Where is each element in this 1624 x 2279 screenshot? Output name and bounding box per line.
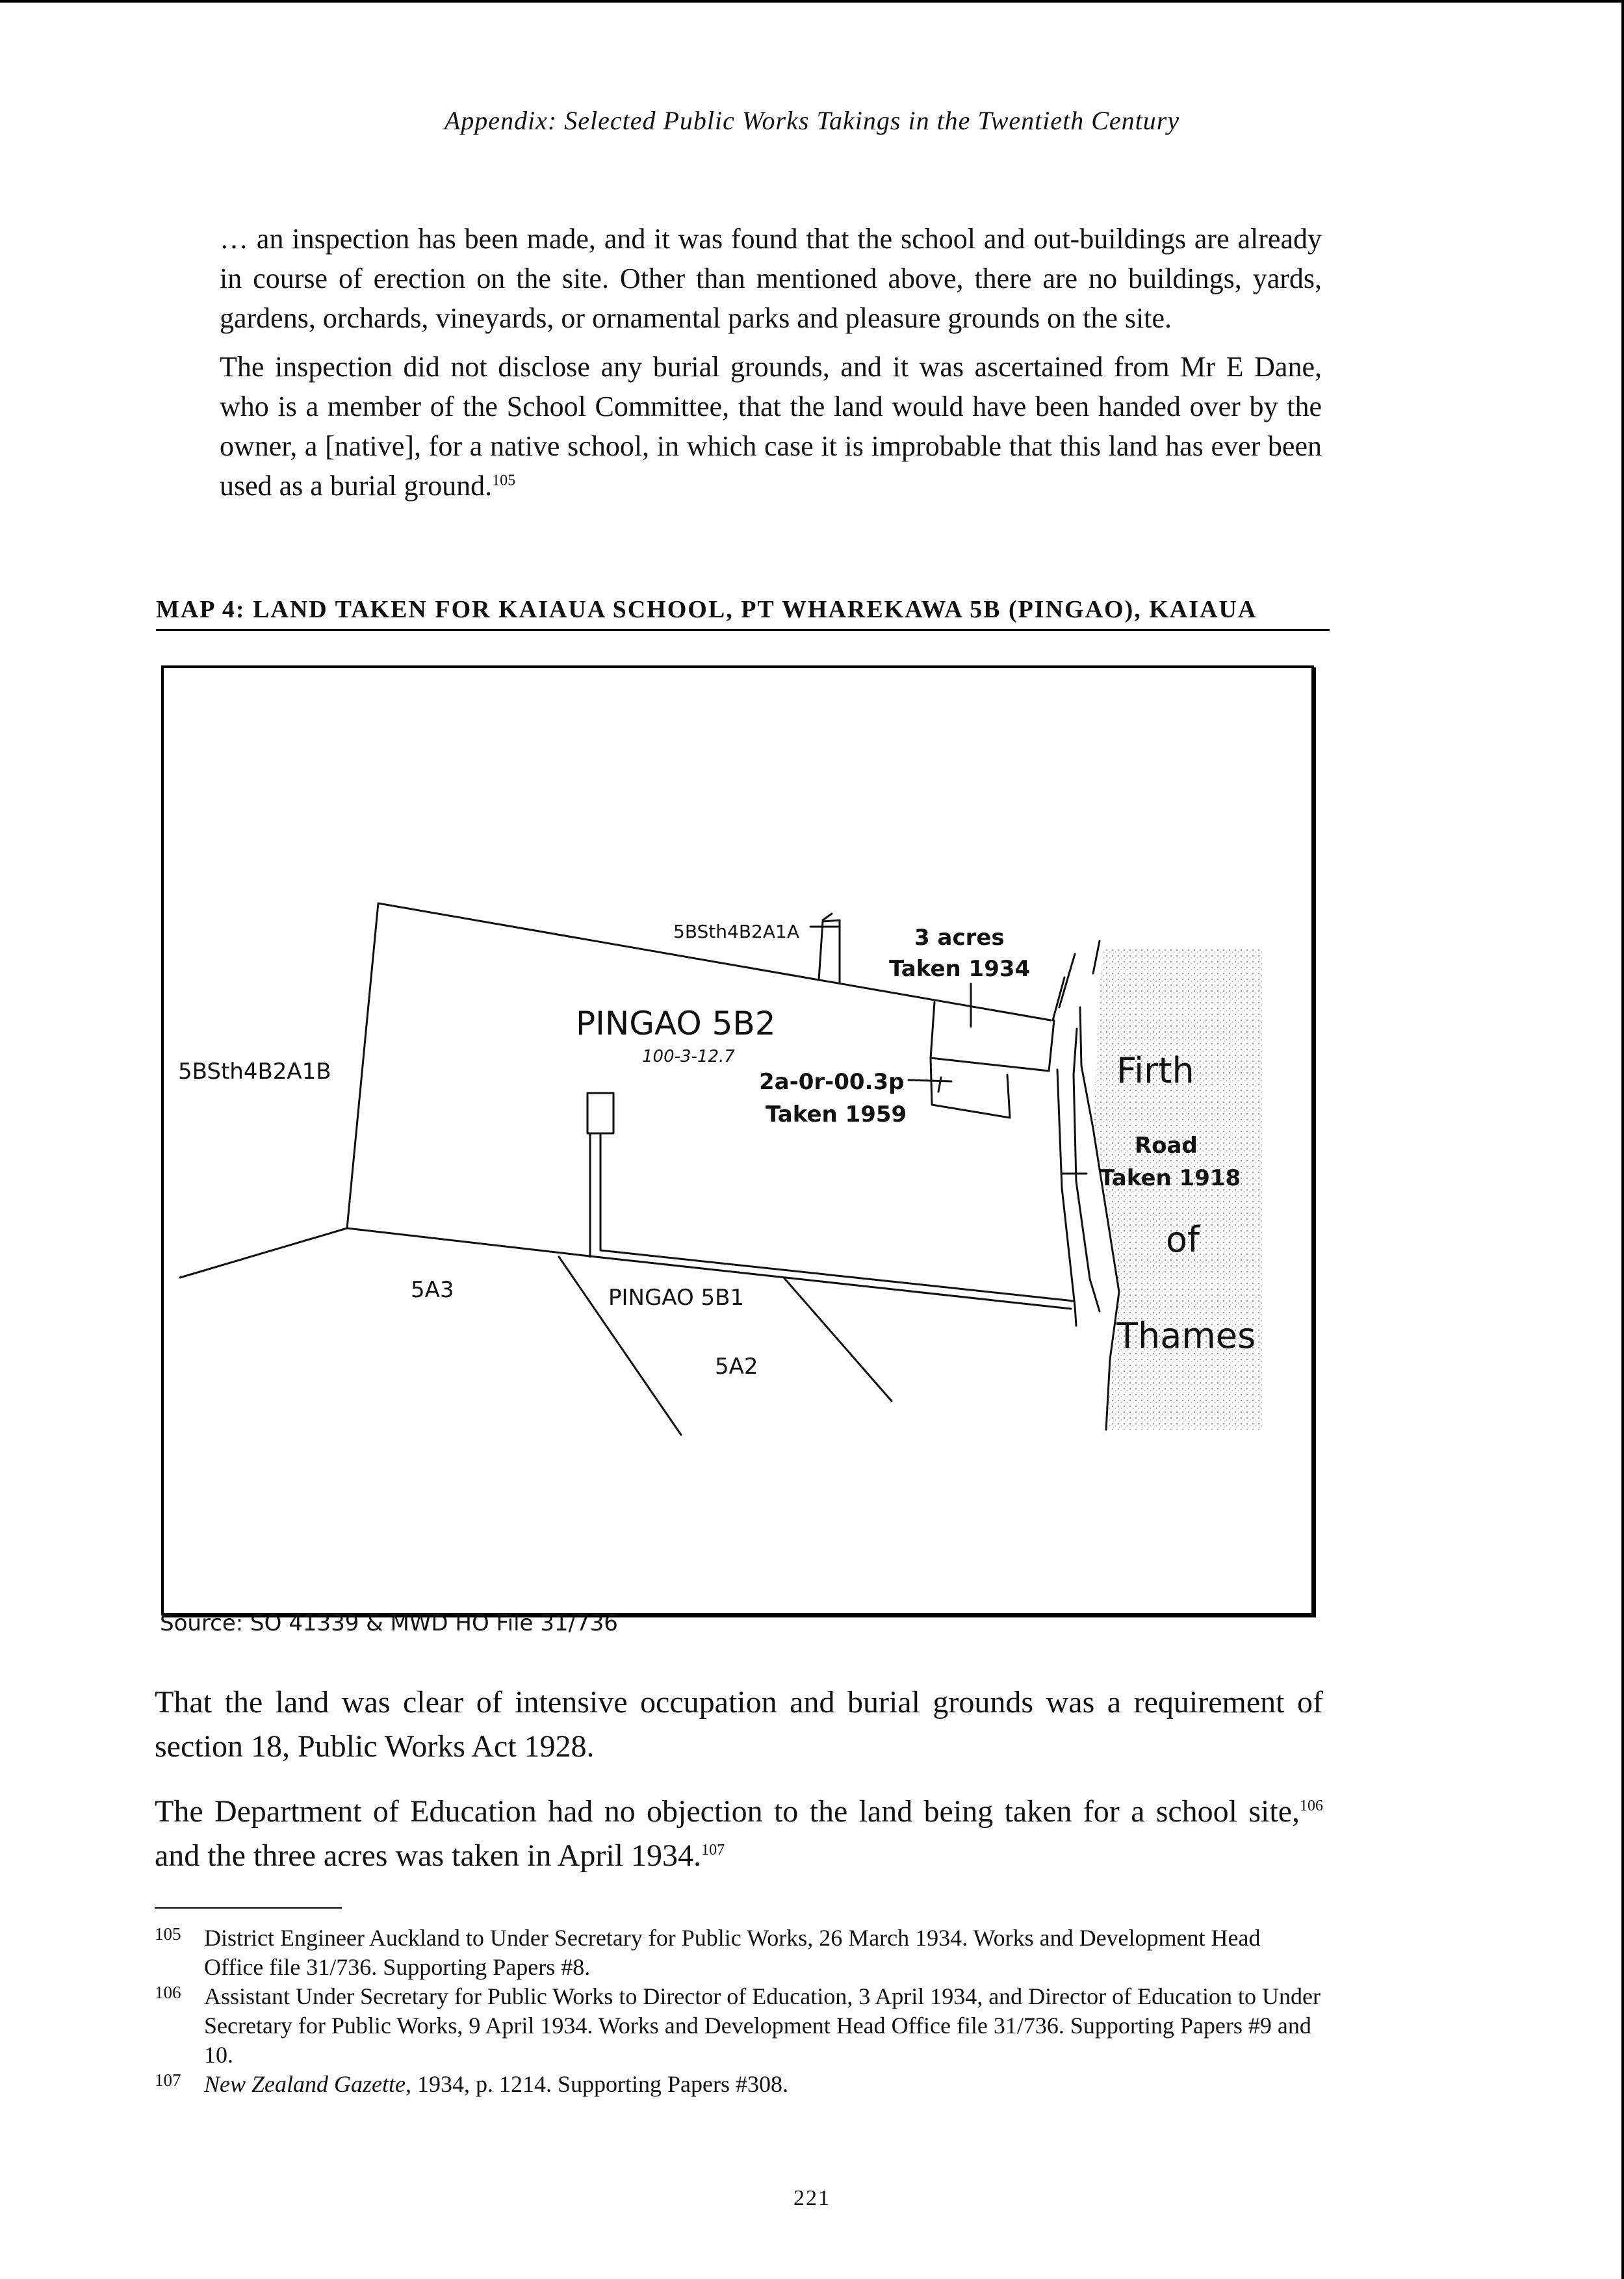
body-paragraph-2-text-b: and the three acres was taken in April 1934. — [155, 1838, 702, 1873]
label-road: Road — [1135, 1133, 1198, 1159]
quote-paragraph-2 — [220, 347, 1322, 506]
footnote-number: 106 — [155, 1983, 181, 2002]
running-head: Appendix: Selected Public Works Takings in the Twentieth Century — [444, 106, 1180, 135]
label-pingao-5b2-area: 100-3-12.7 — [642, 1047, 735, 1066]
parcel-5a3-boundary — [180, 1228, 347, 1278]
label-taking-1959-area: 2a-0r-00.3p — [759, 1069, 905, 1095]
quote-paragraph-1: … an inspection has been made, and it was found that the school and out-buildings are already in course of erection on the site. Other than mentioned above, there are no buildings, yards, gardens, orchards, vineyards, or ornamental parks and pleasure grounds on the site. — [220, 223, 1322, 334]
footnote-ref-107[interactable]: 107 — [701, 1842, 725, 1859]
footnote-106 — [155, 1982, 1323, 2070]
footnote-rule — [155, 1907, 342, 1909]
body-paragraph-1: That the land was clear of intensive occupation and burial grounds was a requirement of section 18, Public Works Act 1928. — [155, 1685, 1323, 1764]
parcel-5a2-boundary-left — [559, 1257, 681, 1435]
map-diagram — [164, 668, 1311, 1613]
footnote-ref-106[interactable]: 106 — [1300, 1797, 1323, 1814]
parcel-5a2-boundary-right — [784, 1278, 892, 1401]
leader-taken-1959 — [909, 1077, 951, 1092]
label-pingao-5b1: PINGAO 5B1 — [608, 1285, 745, 1311]
parcel-taken-1959 — [931, 1058, 1010, 1118]
parcel-taken-1934 — [931, 1002, 1054, 1071]
access-block — [587, 1093, 613, 1133]
block-quote — [220, 219, 1322, 506]
label-pingao-5b2: PINGAO 5B2 — [576, 1005, 776, 1042]
body-paragraph-2 — [155, 1790, 1323, 1878]
body-paragraph-2-text-a: The Department of Education had no objection to the land being taken for a school site, — [155, 1794, 1300, 1829]
label-5a2: 5A2 — [715, 1354, 758, 1380]
label-5bsth4b2a1b: 5BSth4B2A1B — [178, 1059, 331, 1085]
label-taking-1934-area: 3 acres — [914, 925, 1005, 951]
label-road-year: Taken 1918 — [1100, 1165, 1241, 1191]
footnote-107 — [155, 2070, 1323, 2099]
page-number: 221 — [793, 2186, 831, 2210]
map-title: MAP 4: LAND TAKEN FOR KAIAUA SCHOOL, PT WHAREKAWA 5B (PINGAO), KAIAUA — [156, 595, 1330, 631]
page-border-top — [0, 0, 1624, 3]
footnote-text: , 1934, p. 1214. Supporting Papers #308. — [405, 2071, 788, 2097]
road-taken-1918 — [1057, 1029, 1100, 1326]
footnotes — [155, 1924, 1323, 2099]
footnote-number: 105 — [155, 1924, 181, 1944]
label-taking-1934-year: Taken 1934 — [889, 956, 1031, 982]
footnote-105 — [155, 1924, 1323, 1982]
label-firth: Firth — [1116, 1050, 1194, 1091]
map-source: Source: SO 41339 & MWD HO File 31/736 — [160, 1610, 618, 1636]
label-5a3: 5A3 — [411, 1277, 454, 1303]
label-5bsth4b2a1a: 5BSth4B2A1A — [673, 921, 799, 942]
label-taking-1959-year: Taken 1959 — [766, 1101, 907, 1127]
map-figure — [161, 665, 1314, 1616]
page-border-right — [1621, 0, 1624, 2279]
label-thames: Thames — [1116, 1315, 1256, 1356]
label-of: of — [1166, 1219, 1200, 1260]
footnote-text: Assistant Under Secretary for Public Works to Director of Education, 3 April 1934, and Director of Education to Under Secretary for Public Works, 9 April 1934. Works and Development Head Office file 31/736. Supporting Papers #9 and 10. — [204, 1983, 1321, 2068]
footnote-number: 107 — [155, 2070, 181, 2090]
footnote-text: District Engineer Auckland to Under Secretary for Public Works, 26 March 1934. Works and Development Head Office file 31/736. Supporting Papers #8. — [204, 1925, 1261, 1980]
footnote-ref-105[interactable]: 105 — [492, 472, 516, 489]
footnote-publication-title: New Zealand Gazette — [204, 2071, 406, 2097]
parcel-5bsth4b2a1a-strip — [819, 920, 840, 983]
quote-paragraph-2-text: The inspection did not disclose any burial grounds, and it was ascertained from Mr E Dane, who is a member of the School Committee, that the land would have been handed over by the owner, a [native], for a native school, in which case it is improbable that this land has ever been used as a burial ground. — [220, 351, 1322, 502]
